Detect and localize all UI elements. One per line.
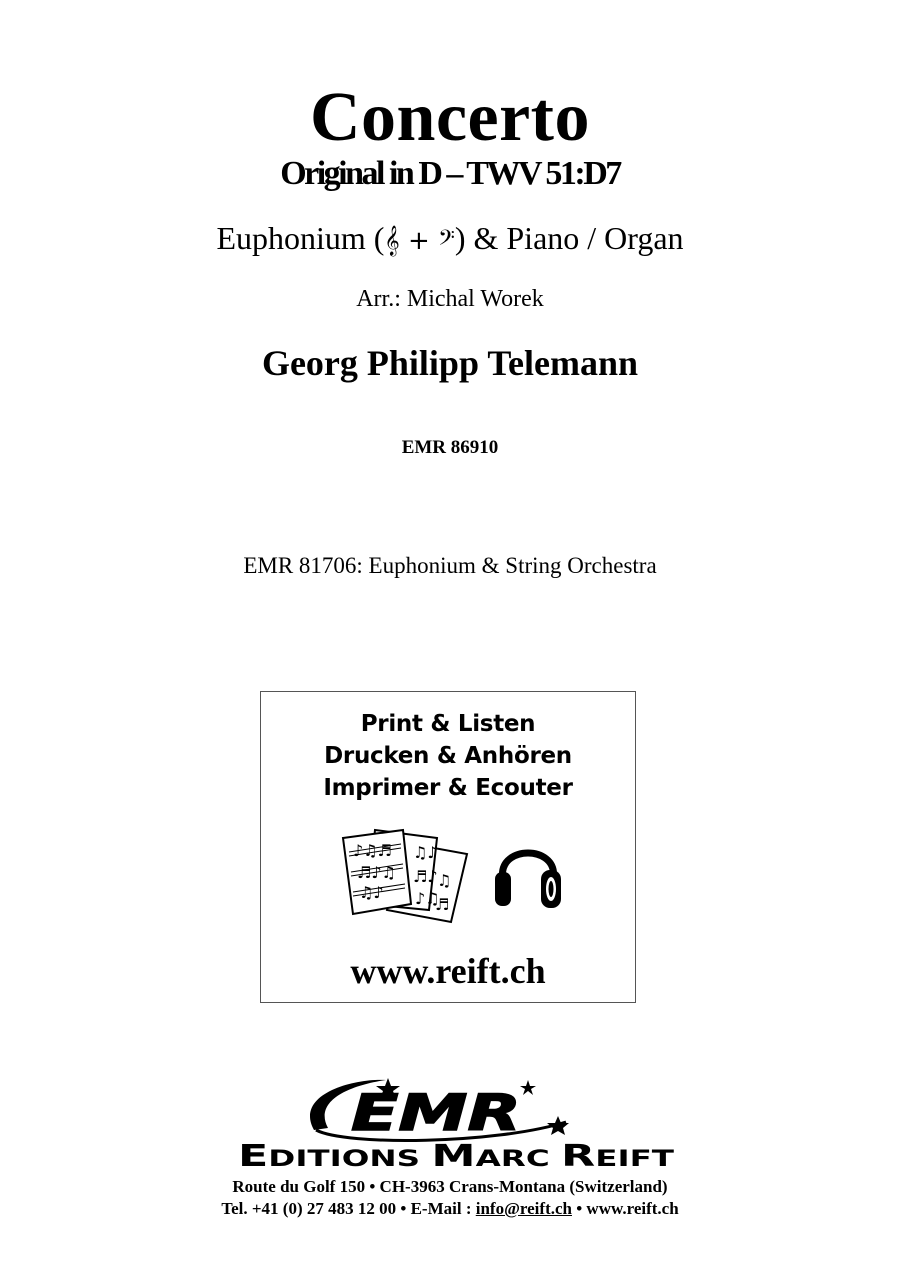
svg-text:♫♪: ♫♪: [413, 843, 438, 862]
publisher-name: E DITIONS M ARC R EIFT: [238, 1139, 649, 1170]
instrumentation: [0, 220, 900, 257]
svg-text:♫♪: ♫♪: [359, 883, 384, 902]
contact-phone: Tel. +41 (0) 27 483 12 00 • E-Mail :: [221, 1199, 476, 1218]
publisher-contact: [0, 1199, 900, 1219]
arranger: Arr.: Michal Worek: [356, 286, 544, 312]
svg-text:♬♪: ♬♪: [413, 867, 438, 886]
email-link[interactable]: info@reift.ch: [475, 1199, 572, 1218]
svg-text:♬: ♬: [435, 895, 450, 914]
promo-line-en: Print & Listen: [360, 711, 536, 737]
publisher-address: Route du Golf 150 • CH-3963 Crans-Montana (Switzerland): [232, 1177, 668, 1196]
svg-text:♫: ♫: [437, 871, 452, 890]
contact-website: • www.reift.ch: [571, 1199, 679, 1218]
subtitle: Original in D – TWV 51:D7: [280, 155, 620, 192]
headphones-icon: [493, 832, 563, 912]
promo-line-de: Drucken & Anhören: [324, 743, 572, 769]
alternate-edition: EMR 81706: Euphonium & String Orchestra: [243, 553, 657, 578]
svg-text:♬♪♫: ♬♪♫: [357, 863, 396, 882]
svg-text:♪♫♬: ♪♫♬: [353, 841, 392, 860]
promo-url[interactable]: www.reift.ch: [350, 951, 546, 991]
emr-logo: [236, 1072, 676, 1170]
page-title: Concerto: [309, 79, 590, 156]
print-listen-box: [260, 691, 636, 1003]
instrumentation-prefix: Euphonium (: [216, 220, 385, 256]
svg-text:♪♫: ♪♫: [415, 889, 440, 908]
emr-logo-text: EMR: [351, 1084, 521, 1142]
clef-icons: 𝄞 + 𝄢: [384, 226, 455, 256]
instrumentation-suffix: ) & Piano / Organ: [454, 220, 684, 256]
promo-line-fr: Imprimer & Ecouter: [323, 775, 573, 801]
sheet-music-icon: [339, 824, 469, 924]
catalog-number: EMR 86910: [401, 437, 499, 458]
composer: Georg Philipp Telemann: [261, 343, 639, 383]
